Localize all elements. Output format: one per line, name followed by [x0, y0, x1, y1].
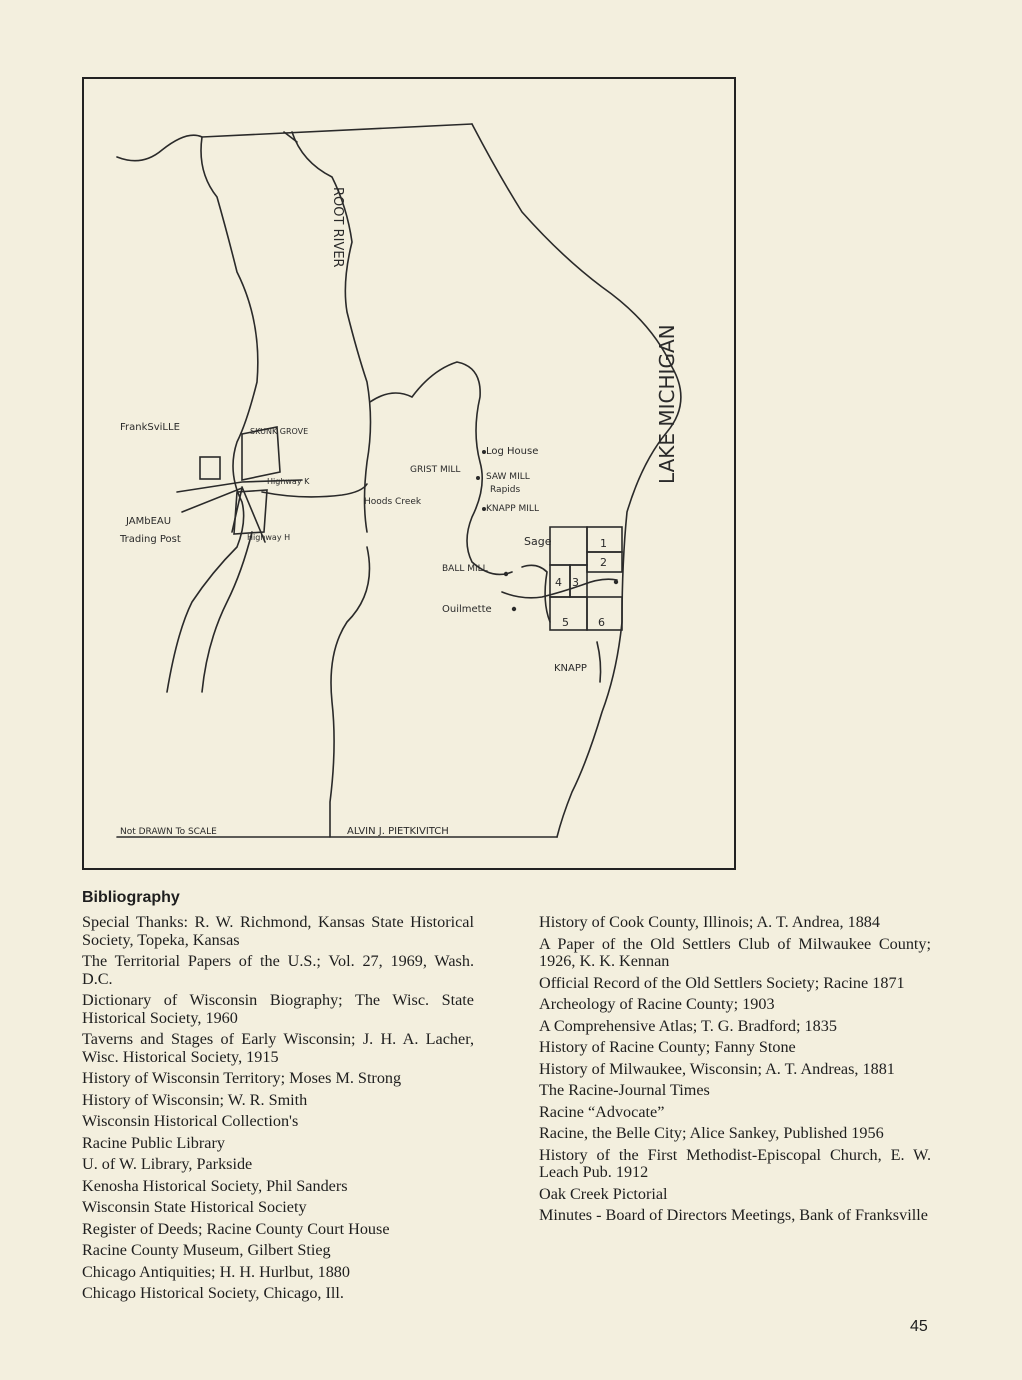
lot-3-label: 3: [572, 576, 579, 589]
bib-entry: History of Racine County; Fanny Stone: [539, 1038, 796, 1056]
lakeshore-dot: [614, 580, 618, 584]
bibliography-left-column: [82, 914, 474, 1307]
bibliography-right-column: [539, 914, 931, 1229]
bib-entry: History of Cook County, Illinois; A. T. Andrea, 1884: [539, 913, 880, 931]
saw-mill-dot: [476, 476, 480, 480]
knapp-label: KNAPP: [554, 663, 587, 674]
lake-michigan-label: LAKE MICHIGAN: [655, 324, 679, 484]
bib-entry: Racine County Museum, Gilbert Stieg: [82, 1241, 331, 1259]
knapp-mill-label: KNAPP MILL: [486, 504, 539, 514]
bib-entry: Taverns and Stages of Early Wisconsin; J. H. A. Lacher, Wisc. Historical Society, 1915: [82, 1030, 474, 1066]
page-number: 45: [910, 1318, 928, 1335]
author-label: ALVIN J. PIETKIVITCH: [347, 826, 449, 837]
bib-entry: History of Wisconsin; W. R. Smith: [82, 1090, 308, 1109]
bib-entry: U. of W. Library, Parkside: [82, 1155, 253, 1173]
lot-5-label: 5: [562, 616, 569, 629]
bib-entry: History of the First Methodist-Episcopal Church, E. W. Leach Pub. 1912: [539, 1145, 931, 1181]
lot-2-label: 2: [600, 556, 607, 569]
sage-label: Sage: [524, 535, 552, 548]
hoods-creek-label: Hoods Creek: [364, 497, 422, 507]
knapp-pointer: [597, 642, 601, 682]
bib-entry: A Comprehensive Atlas; T. G. Bradford; 1835: [539, 1016, 837, 1035]
trading-post-label: Trading Post: [120, 534, 181, 545]
bib-entry: History of Milwaukee, Wisconsin; A. T. Andreas, 1881: [539, 1059, 895, 1078]
knapp-mill-dot: [482, 507, 486, 511]
map-top-road: [117, 124, 472, 161]
bib-entry: Wisconsin State Historical Society: [82, 1198, 307, 1216]
bib-entry: Oak Creek Pictorial: [539, 1184, 668, 1203]
lot-block: [550, 527, 587, 565]
bib-entry: The Racine-Journal Times: [539, 1081, 710, 1099]
bib-entry: Racine “Advocate”: [539, 1102, 665, 1121]
lot-1-label: 1: [600, 537, 607, 550]
south-road: [202, 532, 252, 692]
log-house-label: Log House: [486, 446, 539, 457]
bib-entry: Register of Deeds; Racine County Court House: [82, 1219, 390, 1238]
lot-4-label: 4: [555, 576, 562, 589]
bib-entry: Kenosha Historical Society, Phil Sanders: [82, 1176, 348, 1195]
bib-entry: History of Wisconsin Territory; Moses M. Strong: [82, 1069, 402, 1087]
bib-entry: A Paper of the Old Settlers Club of Milwaukee County; 1926, K. K. Kennan: [539, 934, 931, 970]
jambeau-label: JAMbEAU: [126, 516, 172, 527]
highway-h-label: Highway H: [247, 533, 291, 542]
bibliography-title: Bibliography: [82, 889, 180, 906]
bib-entry: Special Thanks: R. W. Richmond, Kansas State Historical Society, Topeka, Kansas: [82, 913, 474, 949]
ouilmette-dot: [512, 607, 516, 611]
bib-entry: Racine, the Belle City; Alice Sankey, Published 1956: [539, 1124, 884, 1142]
franksville-box: [200, 457, 220, 479]
ball-mill-label: BALL MILL: [442, 564, 488, 574]
bib-entry: Wisconsin Historical Collection's: [82, 1112, 299, 1130]
saw-mill-label: SAW MILL: [486, 472, 530, 482]
bib-entry: The Territorial Papers of the U.S.; Vol. 27, 1969, Wash. D.C.: [82, 952, 474, 988]
lot-6-label: 6: [598, 616, 605, 629]
map-figure: [82, 77, 736, 870]
trading-post-lines: [182, 488, 242, 532]
south-river: [330, 547, 370, 837]
bib-entry: Minutes - Board of Directors Meetings, Bank of Franksville: [539, 1206, 928, 1224]
river-mouth: [522, 565, 550, 622]
bib-entry: Racine Public Library: [82, 1133, 225, 1152]
log-house-dot: [482, 450, 486, 454]
not-to-scale-label: Not DRAWN To SCALE: [120, 827, 217, 837]
ball-mill-dot: [504, 572, 508, 576]
bib-entry: Archeology of Racine County; 1903: [539, 995, 775, 1013]
rapids-label: Rapids: [490, 485, 521, 495]
bib-entry: Chicago Antiquities; H. H. Hurlbut, 1880: [82, 1262, 350, 1281]
skunk-grove-label: SKUNK GROVE: [250, 427, 309, 436]
map-drawing: [84, 79, 738, 872]
ouilmette-label: Ouilmette: [442, 604, 492, 615]
bib-entry: Chicago Historical Society, Chicago, Ill.: [82, 1284, 344, 1302]
bib-entry: Dictionary of Wisconsin Biography; The Wisc. State Historical Society, 1960: [82, 991, 474, 1027]
map-west-road: [167, 137, 258, 692]
franksville-label: FrankSviLLE: [120, 422, 180, 433]
root-river-label: ROOT RIVER: [330, 187, 345, 268]
bib-entry: Official Record of the Old Settlers Society; Racine 1871: [539, 973, 905, 992]
grist-mill-label: GRIST MILL: [410, 465, 461, 475]
highway-k-label: Highway K: [267, 477, 310, 486]
